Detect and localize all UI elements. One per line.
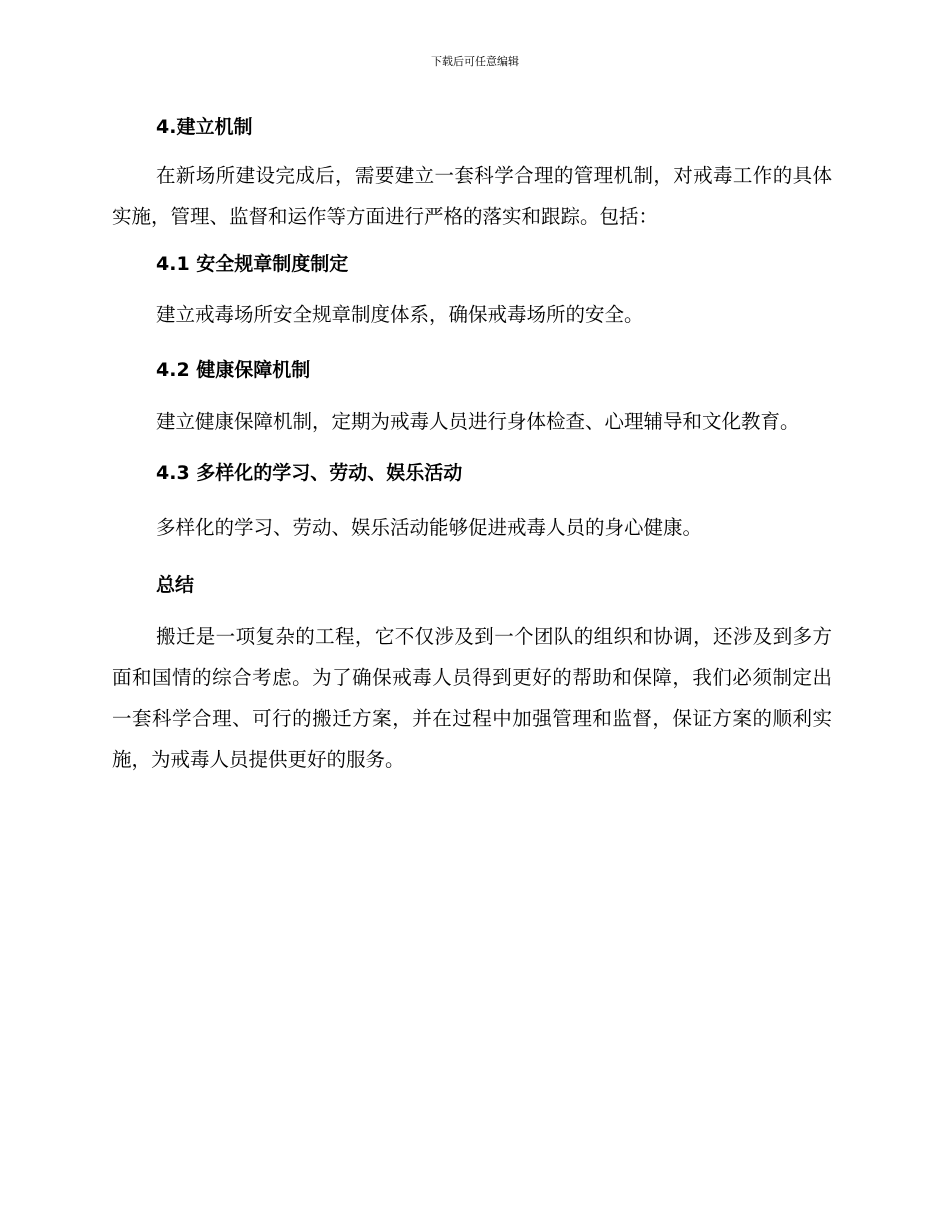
section-heading-mechanism: 4.建立机制 xyxy=(156,116,253,138)
section-paragraph-mechanism: 在新场所建设完成后，需要建立一套科学合理的管理机制，对戒毒工作的具体实施，管理、监督和运作等方面进行严格的落实和跟踪。包括： xyxy=(112,164,832,228)
section-paragraph-safety-rules: 建立戒毒场所安全规章制度体系，确保戒毒场所的安全。 xyxy=(156,303,644,326)
section-heading-summary: 总结 xyxy=(156,574,195,596)
section-paragraph-summary: 搬迁是一项复杂的工程，它不仅涉及到一个团队的组织和协调，还涉及到多方面和国情的综合考虑。为了确保戒毒人员得到更好的帮助和保障，我们必须制定出一套科学合理、可行的搬迁方案，并在过程中加强管理和监督，保证方案的顺利实施，为戒毒人员提供更好的服务。 xyxy=(112,625,832,771)
document-body xyxy=(112,110,832,780)
section-paragraph-health-mechanism: 建立健康保障机制，定期为戒毒人员进行身体检查、心理辅导和文化教育。 xyxy=(156,410,800,433)
section-heading-activities: 4.3 多样化的学习、劳动、娱乐活动 xyxy=(156,462,463,484)
section-heading-health-mechanism: 4.2 健康保障机制 xyxy=(156,359,311,381)
page-header: 下载后可任意编辑 xyxy=(431,55,519,68)
section-heading-safety-rules: 4.1 安全规章制度制定 xyxy=(156,253,349,275)
section-paragraph-activities: 多样化的学习、劳动、娱乐活动能够促进戒毒人员的身心健康。 xyxy=(156,516,703,539)
